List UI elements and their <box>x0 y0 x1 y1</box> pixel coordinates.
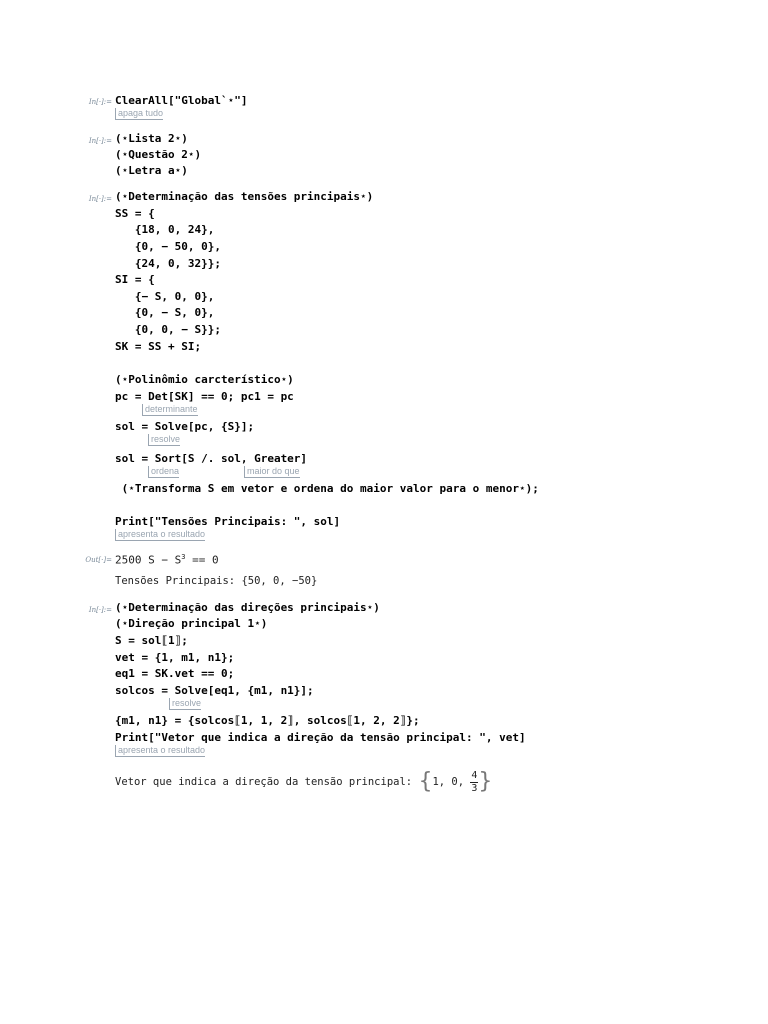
code-line: S = sol⟦1⟧; <box>115 634 188 647</box>
usage-hint: apaga tudo <box>115 108 163 120</box>
code-comment: (⋆Questão 2⋆) <box>115 148 202 161</box>
usage-hint: ordena <box>148 466 179 478</box>
code-line: {− S, 0, 0}, <box>115 290 215 303</box>
printed-output <box>115 574 317 588</box>
right-brace-icon: } <box>478 769 493 794</box>
code-line: {24, 0, 32}}; <box>115 257 221 270</box>
code-line: solcos = Solve[eq1, {m1, n1}]; <box>115 684 314 697</box>
fraction-numerator: 4 <box>471 769 478 781</box>
code-comment: (⋆Transforma S em vetor e ordena do maior valor para o menor⋆); <box>115 482 539 495</box>
usage-hint: maior do que <box>244 466 300 478</box>
usage-hint: apresenta o resultado <box>115 745 205 757</box>
vector-prefix: 1, 0, <box>432 776 471 788</box>
code-line: SS = { <box>115 207 155 220</box>
code-line: Print["Tensões Principais: ", sol] <box>115 515 341 528</box>
code-comment: (⋆Determinação das direções principais⋆) <box>115 601 380 614</box>
code-line: {0, 0, − S}}; <box>115 323 221 336</box>
code-comment: (⋆Determinação das tensões principais⋆) <box>115 190 374 203</box>
printed-output <box>115 765 492 799</box>
code-comment: (⋆Polinômio carcterístico⋆) <box>115 373 294 386</box>
left-brace-icon: { <box>418 769 433 794</box>
code-comment: (⋆Letra a⋆) <box>115 164 188 177</box>
output-label: Out[·]= <box>85 556 112 564</box>
equation-tail: == 0 <box>185 553 219 567</box>
code-line: vet = {1, m1, n1}; <box>115 651 235 664</box>
usage-hint: determinante <box>142 404 198 416</box>
equation-text: 2500 S − S <box>115 553 182 567</box>
code-line: {18, 0, 24}, <box>115 223 215 236</box>
code-comment: (⋆Lista 2⋆) <box>115 132 188 145</box>
fraction-denominator: 3 <box>471 782 478 794</box>
usage-hint: resolve <box>148 434 180 446</box>
code-line: Print["Vetor que indica a direção da tensão principal: ", vet] <box>115 731 526 744</box>
input-label: In[·]:= <box>88 137 112 145</box>
equation-exponent: 3 <box>181 553 186 561</box>
code-line: SI = { <box>115 273 155 286</box>
code-line: SK = SS + SI; <box>115 340 202 353</box>
code-line: sol = Sort[S /. sol, Greater] <box>115 452 308 465</box>
code-line: {0, − S, 0}, <box>115 306 215 319</box>
usage-hint: resolve <box>169 698 201 710</box>
code-line: pc = Det[SK] == 0; pc1 = pc <box>115 390 294 403</box>
print-label: Vetor que indica a direção da tensão principal: <box>115 776 419 788</box>
output-equation <box>115 550 219 568</box>
print-label: Tensões Principais: <box>115 575 242 587</box>
input-label: In[·]:= <box>88 98 112 106</box>
input-label: In[·]:= <box>88 195 112 203</box>
usage-hint: apresenta o resultado <box>115 529 205 541</box>
code-line: sol = Solve[pc, {S}]; <box>115 420 255 433</box>
code-line: {0, − 50, 0}, <box>115 240 221 253</box>
input-label: In[·]:= <box>88 606 112 614</box>
code-line: ClearAll["Global`⋆"] <box>115 94 248 107</box>
code-comment: (⋆Direção principal 1⋆) <box>115 617 268 630</box>
print-value: {50, 0, −50} <box>241 575 318 587</box>
code-line: eq1 = SK.vet == 0; <box>115 667 235 680</box>
code-line: {m1, n1} = {solcos⟦1, 1, 2⟧, solcos⟦1, 2, 2⟧}; <box>115 714 420 727</box>
